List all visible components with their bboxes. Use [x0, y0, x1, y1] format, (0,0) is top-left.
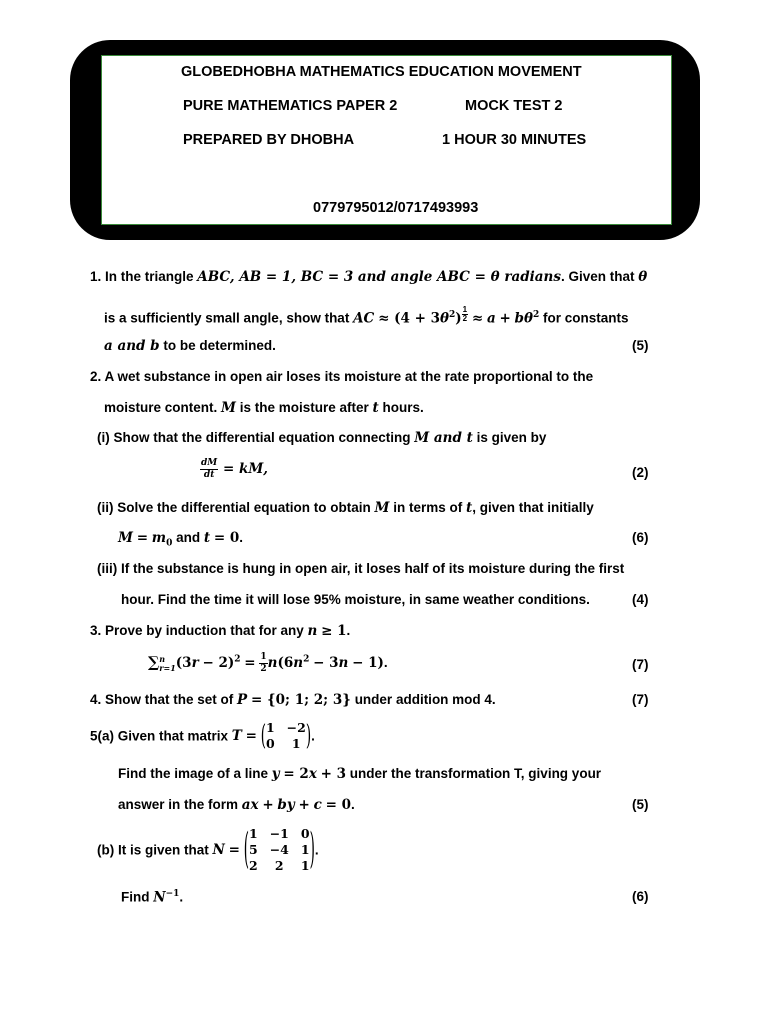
q1-line2: is a sufficiently small angle, show that AC ≈ $(4 + 3\theta^2)$ $^{\frac{1}{2}}$ ≈ $a + b\theta^2$ for constants — [104, 305, 629, 327]
q5a-line2: Find the image of a line y = 2x + 3 under the transformation T, giving your — [118, 766, 602, 782]
q5a-marks: (5) — [632, 797, 649, 812]
q1-text-b: . Given that — [560, 269, 639, 284]
q2i-math: M and t — [414, 430, 473, 446]
q5a-text-b: Find the image of a line — [118, 766, 272, 781]
q5b-text-a: (b) It is given that — [97, 842, 213, 858]
q5a-text-a: 5(a) Given that matrix — [90, 728, 232, 744]
q1-theta: θ — [638, 269, 648, 285]
matrix-N: 1 −1 0 5 −4 1 2 2 1 — [248, 826, 310, 873]
q2ii-marks: (6) — [632, 530, 649, 545]
org-title: GLOBEDHOBHA MATHEMATICS EDUCATION MOVEMENT — [181, 64, 582, 80]
paper-title: PURE MATHEMATICS PAPER 2 — [183, 98, 398, 114]
q2ii-text-b: in terms of — [389, 500, 466, 515]
q5b-line1: (b) It is given that N = ( 1 −1 0 5 −4 1 2 2 1 ). — [97, 825, 319, 875]
q2ii-text-a: (ii) Solve the differential equation to obtain — [97, 500, 375, 515]
q1-constants: a and b — [104, 338, 160, 354]
q2-eq-rhs: = kM, — [218, 461, 268, 478]
matrix-T: 1 −2 0 1 — [265, 720, 306, 751]
q5b-text-b: Find — [121, 889, 154, 905]
q5a-text-c: under the transformation T, giving your — [346, 766, 602, 781]
phone-numbers: 0779795012/0717493993 — [313, 200, 479, 216]
q3-marks: (7) — [632, 657, 649, 672]
q2-line2: moisture content. M is the moisture after t hours. — [104, 400, 424, 416]
q2-text-b: is the moisture after — [235, 400, 373, 415]
q2-line1: 2. A wet substance in open air loses its moisture at the rate proportional to the — [90, 369, 594, 384]
q2ii-and: and — [172, 530, 204, 545]
q4-text-b: under addition mod 4. — [350, 692, 496, 707]
q2-part-ii: (ii) Solve the differential equation to obtain M in terms of t, given that initially — [97, 500, 594, 516]
q2-equation — [200, 458, 268, 481]
q1-line1 — [90, 269, 647, 285]
q1-text-c: is a sufficiently small angle, show that — [104, 310, 354, 326]
q2i-marks: (2) — [632, 465, 649, 480]
q3-line1: 3. Prove by induction that for any n ≥ 1. — [90, 623, 351, 639]
q4-text-a: 4. Show that the set of — [90, 692, 238, 707]
q1-text-d: for constants — [539, 310, 629, 326]
q2ii-text-c: , given that initially — [472, 500, 594, 515]
q5b-marks: (6) — [632, 889, 649, 904]
q5b-line2: Find $N^{-1}$. — [121, 889, 184, 906]
q1-text-e: to be determined. — [159, 338, 276, 353]
q5a-text-d: answer in the form — [118, 797, 242, 812]
q2i-text-a: (i) Show that the differential equation connecting — [97, 430, 415, 445]
q2-part-iii-l2: hour. Find the time it will lose 95% moisture, in same weather conditions. — [121, 592, 590, 607]
q1-marks: (5) — [632, 338, 649, 353]
derivative-fraction: $\frac{dM}{dt}$ — [201, 458, 218, 480]
q2iii-marks: (4) — [632, 592, 649, 607]
q4-marks: (7) — [632, 692, 649, 707]
q5a-line1: 5(a) Given that matrix T = ( 1 −2 0 1 ). — [90, 719, 315, 753]
q2-text-c: hours. — [378, 400, 424, 415]
q5a-line3: answer in the form ax + by + c = 0. — [118, 797, 355, 813]
q1-text: 1. In the triangle — [90, 269, 198, 284]
q2-part-i — [97, 430, 546, 446]
q3-formula: ∑ n r=1 $(3r - 2)^2$ = $\frac{1}{2}$ $n(6n^2 - 3n - 1)$. — [148, 652, 388, 674]
prepared-by: PREPARED BY DHOBHA — [183, 132, 355, 148]
duration: 1 HOUR 30 MINUTES — [442, 132, 587, 148]
q1-line3 — [104, 338, 276, 354]
q2-text-a: moisture content. — [104, 400, 222, 415]
q2-part-iii-l1: (iii) If the substance is hung in open air, it loses half of its moisture during the first — [97, 561, 625, 576]
test-title: MOCK TEST 2 — [465, 98, 563, 114]
q2-part-ii-cond: $M = m_0$ and t = 0. — [118, 530, 244, 549]
q1-math: ABC, AB = 1, BC = 3 and angle ABC = θ radians — [197, 269, 561, 285]
q4-line1: 4. Show that the set of P = {0; 1; 2; 3} under addition mod 4. — [90, 692, 496, 708]
q2i-text-b: is given by — [472, 430, 547, 445]
q3-text-b: . — [346, 623, 351, 638]
q3-text-a: 3. Prove by induction that for any — [90, 623, 308, 638]
